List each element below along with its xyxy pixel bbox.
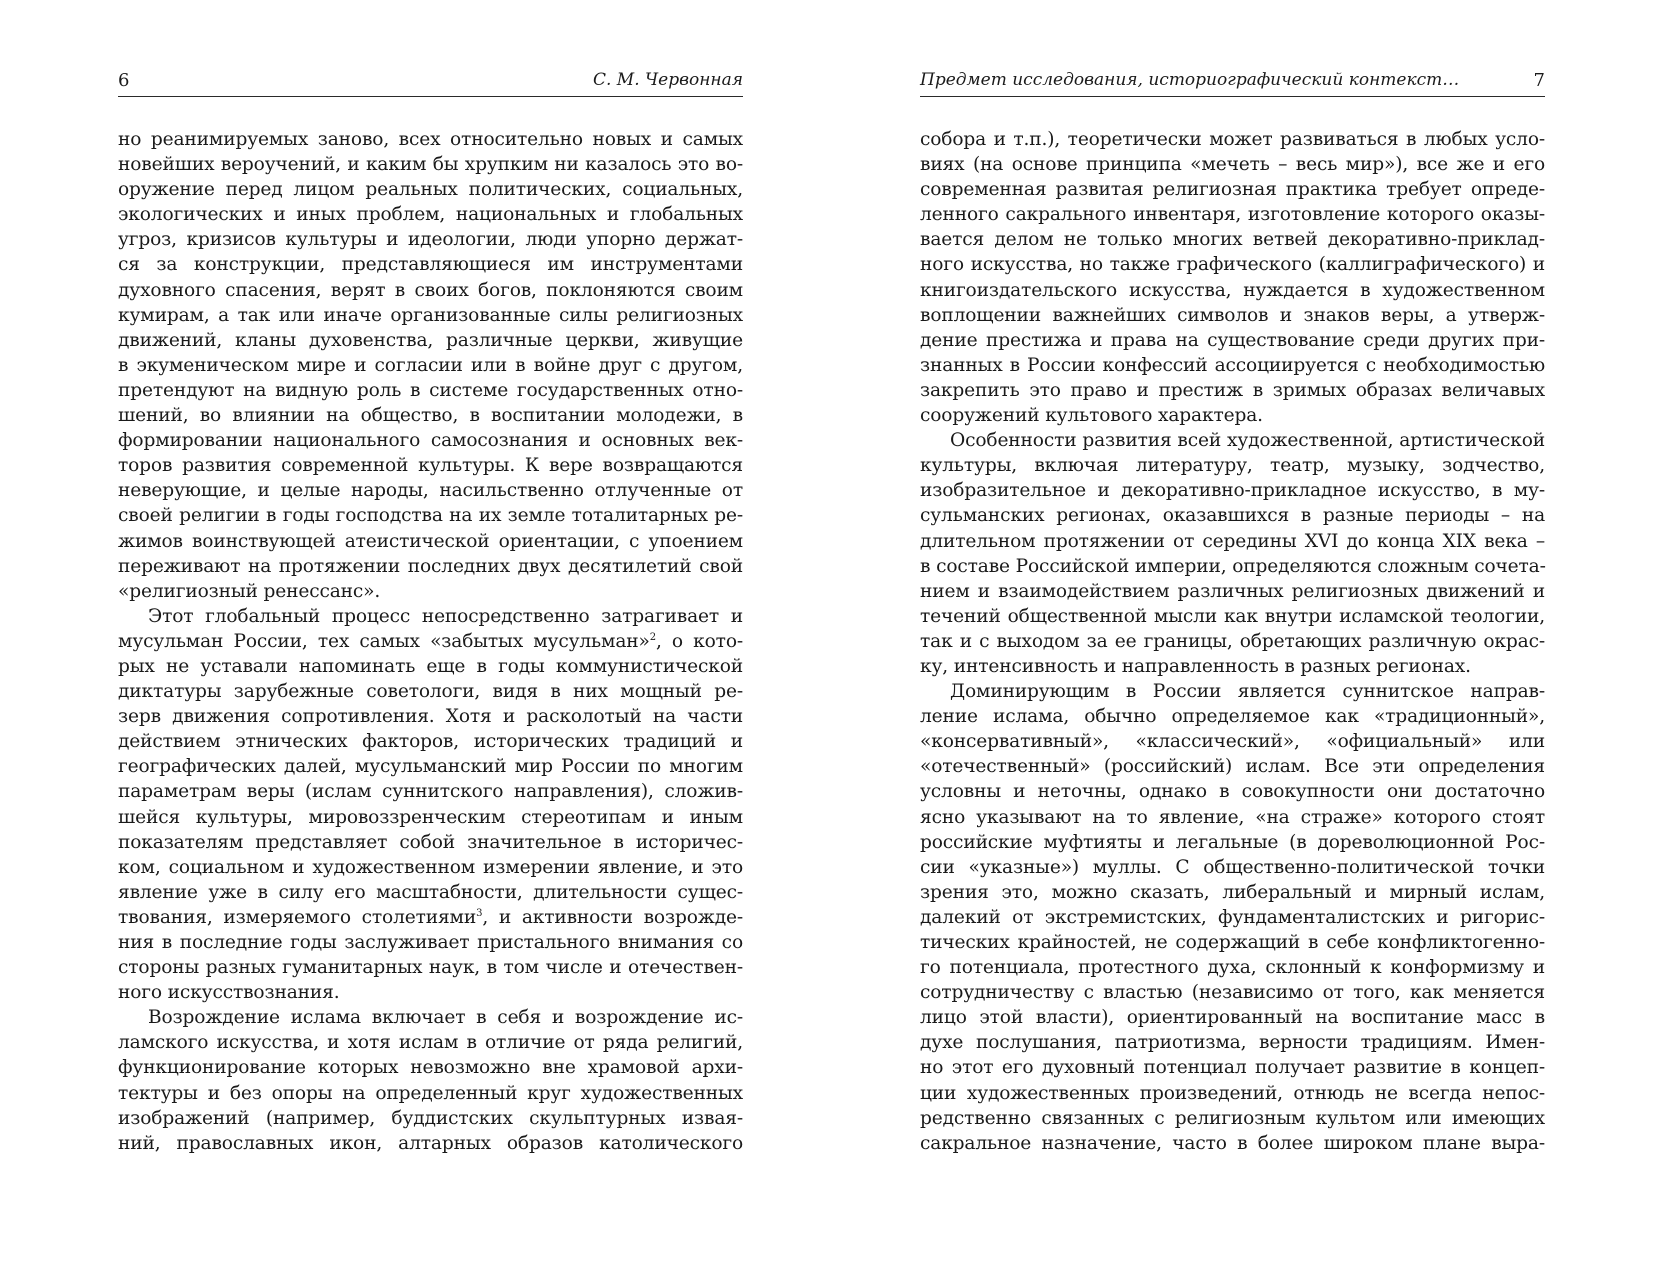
text-line: воплощении важнейших символов и знаков веры, а утверж- (920, 304, 1545, 326)
text-line: оружение перед лицом реальных политических, социальных, (118, 179, 743, 201)
text-line: Возрождение ислама включает в себя и возрождение ис- (148, 1007, 743, 1029)
text-line: в составе Российской империи, определяются сложным сочета- (920, 555, 1546, 577)
text-line: культуры, включая литературу, театр, музыку, зодчество, (920, 455, 1545, 477)
text-line: ся за конструкции, представляющиеся им инструментами (118, 254, 743, 276)
text-line: ного искусствознания. (118, 982, 340, 1004)
text-line: современная развитая религиозная практика требует опреде- (920, 179, 1545, 201)
text-line: российские муфтияты и легальные (в дореволюционной Рос- (920, 831, 1545, 853)
text-line: виях (на основе принципа «мечеть – весь мир»), все же и его (920, 154, 1545, 176)
text-line: показателям представляет собой значительное в историчес- (118, 831, 743, 853)
text-line: в экуменическом мире и согласии или в войне друг с другом, (118, 354, 743, 376)
text-line: изображений (например, буддистских скульптурных извая- (118, 1107, 743, 1129)
page-number: 7 (1533, 70, 1545, 91)
text-line: дение престижа и права на существование среди других при- (920, 329, 1545, 351)
text-line: ний, православных икон, алтарных образов католического (118, 1132, 743, 1154)
text-line: вается делом не только многих ветвей декоративно-приклад- (920, 229, 1545, 251)
text-line: «отечественный» (российский) ислам. Все эти определения (920, 756, 1545, 778)
text-line: ния в последние годы заслуживает пристального внимания со (118, 932, 743, 953)
text-line: ламского искусства, и хотя ислам в отличие от ряда религий, (118, 1032, 743, 1054)
text-line: лицо этой власти), ориентированный на воспитание масс в (920, 1007, 1545, 1029)
text-line: явление уже в силу его масштабности, длительности сущес- (118, 881, 743, 903)
text-line: Этот глобальный процесс непосредственно затрагивает и (148, 605, 743, 627)
text-line: шейся культуры, мировоззренческим стереотипам и иным (118, 806, 743, 828)
text-line: переживают на протяжении последних двух десятилетий свой (118, 555, 743, 577)
text-line: рых не уставали напоминать еще в годы коммунистической (118, 655, 743, 677)
text-line: кумирам, а так или иначе организованные силы религиозных (118, 304, 743, 326)
text-line: изобразительное и декоративно-прикладное искусство, в му- (920, 480, 1545, 502)
text-line: собора и т.п.), теоретически может развиваться в любых усло- (920, 129, 1545, 150)
text-line: но реанимируемых заново, всех относительно новых и самых (118, 129, 743, 150)
text-line: духе послушания, патриотизма, верности традициям. Имен- (920, 1032, 1545, 1054)
text-line: шений, во влиянии на общество, в воспитании молодежи, в (118, 405, 743, 427)
text-line: сульманских регионах, оказавшихся в разные периоды – на (920, 505, 1545, 527)
text-line: сооружений культового характера. (920, 405, 1263, 427)
text-line: торов развития современной культуры. К вере возвращаются (118, 455, 743, 477)
text-line: жимов воинствующей атеистической ориентации, с упоением (118, 530, 743, 552)
text-line: ции художественных произведений, отнюдь не всегда непос- (920, 1082, 1545, 1104)
text-line: сотрудничеству с властью (независимо от того, как меняется (920, 982, 1545, 1004)
text-line: своей религии в годы господства на их земле тоталитарных ре- (118, 505, 743, 527)
author-name: С. М. Червонная (592, 70, 743, 90)
page-number: 6 (118, 70, 130, 91)
text-line: претендуют на видную роль в системе государственных отно- (118, 379, 743, 401)
text-line: функционирование которых невозможно вне храмовой архи- (118, 1057, 743, 1079)
text-line: диктатуры зарубежные советологи, видя в них мощный ре- (118, 681, 743, 703)
text-line: течений общественной мысли как внутри исламской теологии, (920, 605, 1545, 627)
left-running-head (118, 66, 743, 97)
right-page (920, 0, 1545, 1270)
text-line: ясно указывают на то явление, «на страже» которого стоят (920, 806, 1545, 828)
right-body-text (920, 127, 1545, 1156)
text-line: движений, кланы духовенства, различные церкви, живущие (118, 329, 743, 351)
text-line: географических далей, мусульманский мир России по многим (118, 756, 743, 778)
text-line: ление ислама, обычно определяемое как «традиционный», (920, 706, 1545, 728)
text-line: длительном протяжении от середины XVI до конца XIX века – (920, 530, 1545, 552)
text-line: но этот его духовный потенциал получает развитие в концеп- (920, 1057, 1545, 1079)
text-line: го потенциала, протестного духа, склонный к конформизму и (920, 957, 1545, 979)
text-line: экологических и иных проблем, национальных и глобальных (118, 204, 743, 226)
text-line: зрения это, можно сказать, либеральный и мирный ислам, (920, 881, 1545, 903)
text-line: Особенности развития всей художественной, артистической (950, 430, 1545, 452)
text-line: далекий от экстремистских, фундаменталистских и ригорис- (920, 906, 1545, 928)
text-line: угроз, кризисов культуры и идеологии, люди упорно держат- (118, 229, 743, 251)
text-line: «консервативный», «классический», «официальный» или (920, 731, 1545, 753)
footnote-ref: 2 (649, 631, 656, 643)
text-line: редственно связанных с религиозным культом или имеющих (920, 1107, 1545, 1129)
text-line: книгоиздательского искусства, нуждается в художественном (920, 279, 1545, 301)
text-line: «религиозный ренессанс». (118, 580, 381, 602)
text-line: тектуры и без опоры на определенный круг художественных (118, 1082, 743, 1104)
text-line: неверующие, и целые народы, насильственно отлученные от (118, 480, 743, 502)
text-line: закрепить это право и престиж в зримых образах величавых (920, 379, 1545, 401)
text-line: новейших вероучений, и каким бы хрупким ни казалось это во- (118, 154, 743, 176)
text-line: сакральное назначение, часто в более широком плане выра- (920, 1132, 1545, 1154)
text-line: действием этнических факторов, исторических традиций и (118, 731, 743, 753)
footnote-ref: 3 (476, 907, 483, 919)
text-line: ного искусства, но также графического (каллиграфического) и (920, 254, 1545, 276)
left-body-text (118, 127, 743, 1156)
text-line: Доминирующим в России является суннитское направ- (950, 681, 1545, 703)
text-line: ком, социальном и художественном измерении явление, и это (118, 856, 743, 878)
text-line: нием и взаимодействием различных религиозных движений и (920, 580, 1545, 602)
text-line: зерв движения сопротивления. Хотя и расколотый на части (118, 706, 743, 728)
right-running-head (920, 66, 1545, 97)
chapter-title: Предмет исследования, историографический контекст… (920, 70, 1460, 90)
text-line: формировании национального самосознания и основных век- (118, 430, 743, 452)
text-line: духовного спасения, верят в своих богов, поклоняются своим (118, 279, 743, 301)
text-line: стороны разных гуманитарных наук, в том числе и отечествен- (118, 957, 743, 979)
text-line: твования, измеряемого столетиями$^3$, и активности возрожде- (118, 906, 743, 928)
text-line: ленного сакрального инвентаря, изготовление которого оказы- (920, 204, 1545, 226)
text-line: знанных в России конфессий ассоциируется с необходимостью (920, 354, 1545, 376)
left-page (118, 0, 743, 1270)
text-line: мусульман России, тех самых «забытых мусульман»$^2$, о кото- (118, 630, 743, 652)
text-line: тических крайностей, не содержащий в себе конфликтогенно- (920, 932, 1545, 953)
text-line: ку, интенсивность и направленность в разных регионах. (920, 655, 1471, 677)
text-line: так и с выходом за ее границы, обретающих различную окрас- (920, 630, 1545, 652)
text-line: параметрам веры (ислам суннитского направления), сложив- (118, 781, 743, 803)
text-line: условны и неточны, однако в совокупности они достаточно (920, 781, 1545, 803)
text-line: сии «указные») муллы. С общественно-политической точки (920, 856, 1545, 878)
